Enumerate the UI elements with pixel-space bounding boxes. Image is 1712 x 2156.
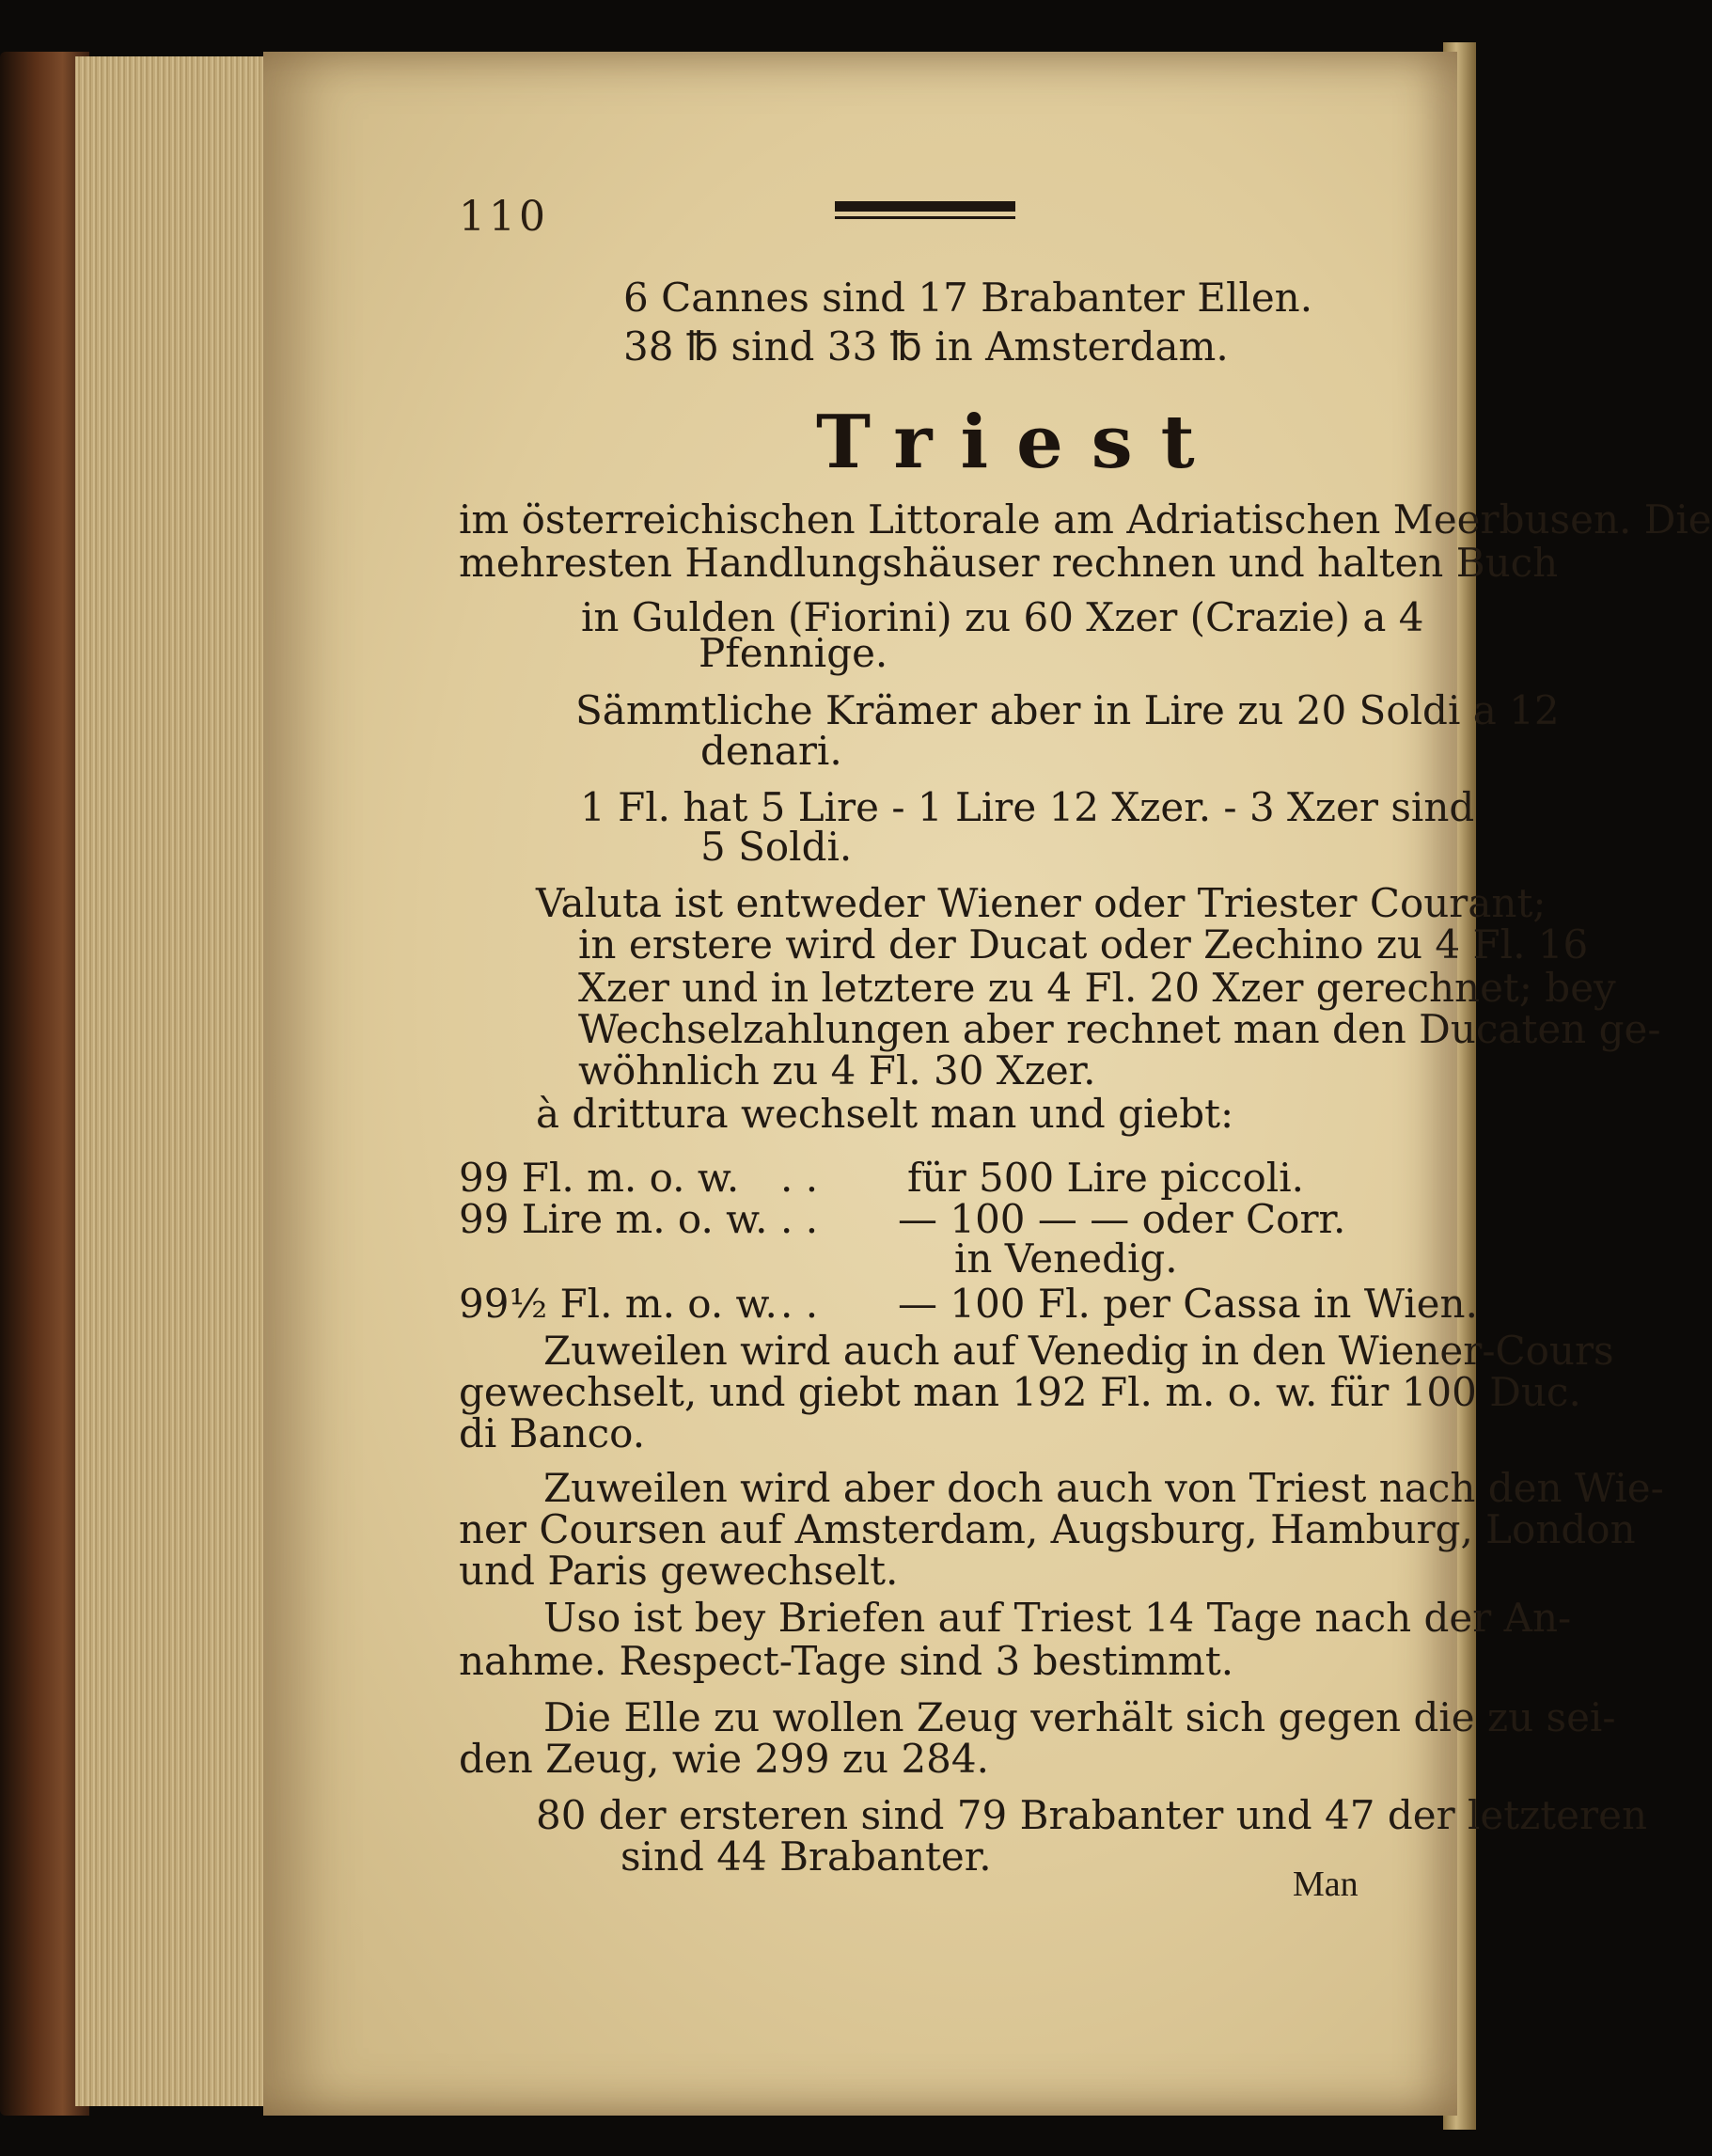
rate-right: für 500 Lire piccoli. bbox=[907, 1155, 1305, 1201]
rate-dots: . . bbox=[780, 1155, 819, 1201]
catchword: Man bbox=[1293, 1865, 1359, 1904]
paragraph-line: Valuta ist entweder Wiener oder Triester Courant; bbox=[536, 880, 1547, 926]
paragraph-line: den Zeug, wie 299 zu 284. bbox=[459, 1736, 989, 1782]
rate-dots: . . bbox=[780, 1196, 819, 1242]
paragraph-line: und Paris gewechselt. bbox=[459, 1548, 899, 1594]
intro-line: 38 ℔ sind 33 ℔ in Amsterdam. bbox=[623, 323, 1229, 370]
intro-line: 6 Cannes sind 17 Brabanter Ellen. bbox=[623, 275, 1313, 321]
paragraph-line: Sämmtliche Krämer aber in Lire zu 20 Soldi a 12 bbox=[575, 687, 1560, 733]
rate-right: — 100 — — oder Corr. bbox=[898, 1196, 1346, 1242]
paragraph-line: in Gulden (Fiorini) zu 60 Xzer (Crazie) a 4 bbox=[581, 594, 1424, 640]
paragraph-line: mehresten Handlungshäuser rechnen und halten Buch bbox=[459, 540, 1559, 586]
paragraph-line: 5 Soldi. bbox=[700, 824, 853, 870]
paragraph-line: Wechselzahlungen aber rechnet man den Ducaten ge- bbox=[578, 1006, 1661, 1052]
rate-right: — 100 Fl. per Cassa in Wien. bbox=[898, 1281, 1478, 1327]
paragraph-line: Zuweilen wird auch auf Venedig in den Wiener-Cours bbox=[543, 1328, 1614, 1374]
paragraph-line: nahme. Respect-Tage sind 3 bestimmt. bbox=[459, 1638, 1234, 1684]
section-heading: Triest bbox=[816, 400, 1223, 485]
page-number: 110 bbox=[459, 193, 549, 241]
paragraph-line: denari. bbox=[700, 728, 842, 774]
paragraph-line: à drittura wechselt man und giebt: bbox=[536, 1091, 1234, 1137]
page-stack-edges bbox=[75, 56, 282, 2106]
paragraph-line: in erstere wird der Ducat oder Zechino zu 4 Fl. 16 bbox=[578, 921, 1589, 968]
paragraph-line: Uso ist bey Briefen auf Triest 14 Tage nach der An- bbox=[543, 1595, 1572, 1641]
paragraph-line: im österreichischen Littorale am Adriatischen Meerbusen. Die bbox=[459, 496, 1712, 543]
paragraph-line: Xzer und in letztere zu 4 Fl. 20 Xzer gerechnet; bey bbox=[578, 965, 1616, 1011]
header-rule bbox=[835, 201, 1015, 219]
paragraph-line: 80 der ersteren sind 79 Brabanter und 47 der letzteren bbox=[536, 1792, 1648, 1838]
rate-dots: . . bbox=[780, 1281, 819, 1327]
rate-left: 99 Fl. m. o. w. bbox=[459, 1155, 740, 1201]
rate-right: in Venedig. bbox=[954, 1235, 1178, 1282]
rate-left: 99 Lire m. o. w. bbox=[459, 1196, 768, 1242]
paragraph-line: sind 44 Brabanter. bbox=[620, 1833, 992, 1880]
paragraph-line: di Banco. bbox=[459, 1410, 646, 1456]
paragraph-line: Pfennige. bbox=[699, 630, 888, 676]
paragraph-line: Zuweilen wird aber doch auch von Triest nach den Wie- bbox=[543, 1465, 1664, 1511]
paragraph-line: gewechselt, und giebt man 192 Fl. m. o. w. für 100 Duc. bbox=[459, 1369, 1581, 1415]
paragraph-line: ner Coursen auf Amsterdam, Augsburg, Hamburg, London bbox=[459, 1506, 1636, 1552]
paragraph-line: wöhnlich zu 4 Fl. 30 Xzer. bbox=[578, 1047, 1096, 1094]
paragraph-line: Die Elle zu wollen Zeug verhält sich gegen die zu sei- bbox=[543, 1694, 1616, 1740]
rate-left: 99½ Fl. m. o. w. bbox=[459, 1281, 777, 1327]
paragraph-line: 1 Fl. hat 5 Lire - 1 Lire 12 Xzer. - 3 Xzer sind bbox=[580, 784, 1475, 830]
